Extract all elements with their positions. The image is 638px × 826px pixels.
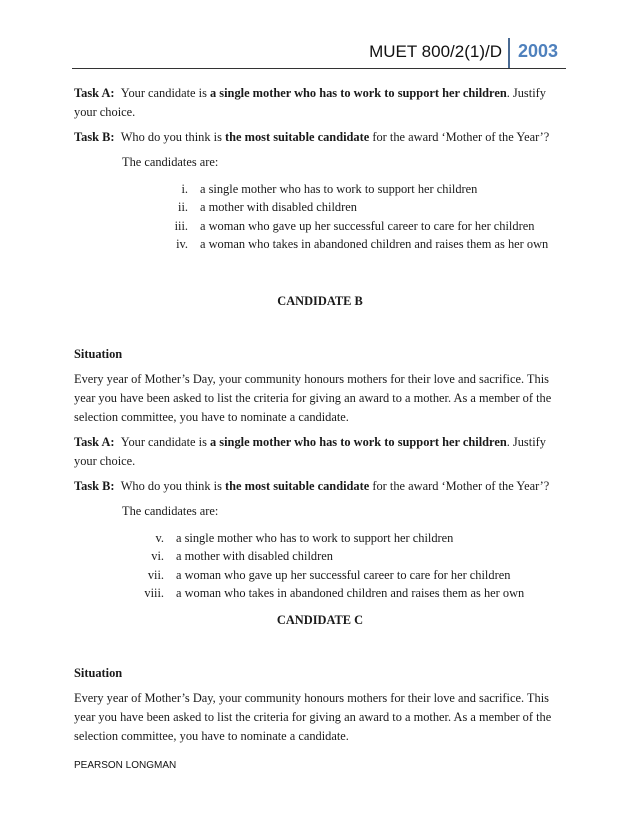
task-a [74, 433, 566, 471]
task-a-label: Task A: [74, 86, 115, 100]
candidate-c-heading: CANDIDATE C [276, 613, 364, 627]
list-number: iv. [176, 237, 188, 252]
list-number: i. [181, 181, 188, 196]
task-a-emphasis: a single mother who has to work to support her children [210, 435, 507, 449]
list-item [122, 548, 566, 567]
task-b-emphasis: the most suitable candidate [225, 130, 370, 144]
task-b-text: Who do you think is [120, 130, 226, 144]
document-body [74, 84, 566, 752]
task-b-label: Task B: [74, 479, 115, 493]
task-a-text: Your candidate is [120, 435, 210, 449]
situation-text: Every year of Mother’s Day, your community honours mothers for their love and sacrifice. This year you have been asked to list the criteria for giving an award to a mother. As a member of the selection committee, you have to nominate a candidate. [74, 372, 552, 424]
task-b [74, 128, 566, 147]
task-a-text-end: . Justify your choice. [74, 86, 546, 119]
list-text: a single mother who has to work to support her children [200, 181, 478, 196]
page-footer: PEARSON LONGMAN [74, 760, 177, 771]
list-number: viii. [144, 586, 164, 601]
list-text: a mother with disabled children [176, 549, 333, 564]
list-number: v. [155, 530, 164, 545]
list-item [148, 217, 566, 236]
exam-code: MUET 800/2(1)/D [369, 42, 502, 61]
task-a-text: Your candidate is [120, 86, 210, 100]
task-a-label: Task A: [74, 435, 115, 449]
list-item [122, 585, 566, 604]
candidate-list [148, 180, 566, 254]
candidates-intro: The candidates are: [122, 504, 219, 518]
list-item [148, 236, 566, 255]
situation-text: Every year of Mother’s Day, your community honours mothers for their love and sacrifice. This year you have been asked to list the criteria for giving an award to a mother. As a member of the selection committee, you have to nominate a candidate. [74, 691, 552, 743]
list-text: a single mother who has to work to support her children [176, 530, 454, 545]
task-b-text-end: for the award ‘Mother of the Year’? [369, 130, 550, 144]
list-number: iii. [174, 218, 188, 233]
list-item [148, 180, 566, 199]
list-text: a woman who gave up her successful career to care for her children [176, 567, 511, 582]
task-b-text: Who do you think is [120, 479, 226, 493]
list-number: vi. [151, 549, 164, 564]
list-item [148, 199, 566, 218]
list-item [122, 566, 566, 585]
exam-year: 2003 [518, 41, 559, 61]
task-b-text-end: for the award ‘Mother of the Year’? [369, 479, 550, 493]
list-number: vii. [147, 567, 164, 582]
list-text: a woman who takes in abandoned children and raises them as her own [200, 237, 549, 252]
header-divider [508, 38, 510, 68]
page-header [0, 38, 638, 68]
header-rule [72, 68, 566, 69]
situation-label: Situation [74, 347, 123, 361]
task-b-emphasis: the most suitable candidate [225, 479, 370, 493]
list-text: a woman who takes in abandoned children and raises them as her own [176, 586, 525, 601]
list-text: a woman who gave up her successful career to care for her children [200, 218, 535, 233]
list-number: ii. [178, 200, 188, 215]
list-text: a mother with disabled children [200, 200, 357, 215]
task-a-emphasis: a single mother who has to work to support her children [210, 86, 507, 100]
situation-label: Situation [74, 666, 123, 680]
candidate-list [122, 529, 566, 603]
list-item [122, 529, 566, 548]
task-b-label: Task B: [74, 130, 115, 144]
task-a-text-end: . Justify your choice. [74, 435, 546, 468]
candidate-b-heading: CANDIDATE B [277, 294, 363, 308]
task-a [74, 84, 566, 122]
task-b [74, 477, 566, 496]
candidates-intro: The candidates are: [122, 155, 219, 169]
